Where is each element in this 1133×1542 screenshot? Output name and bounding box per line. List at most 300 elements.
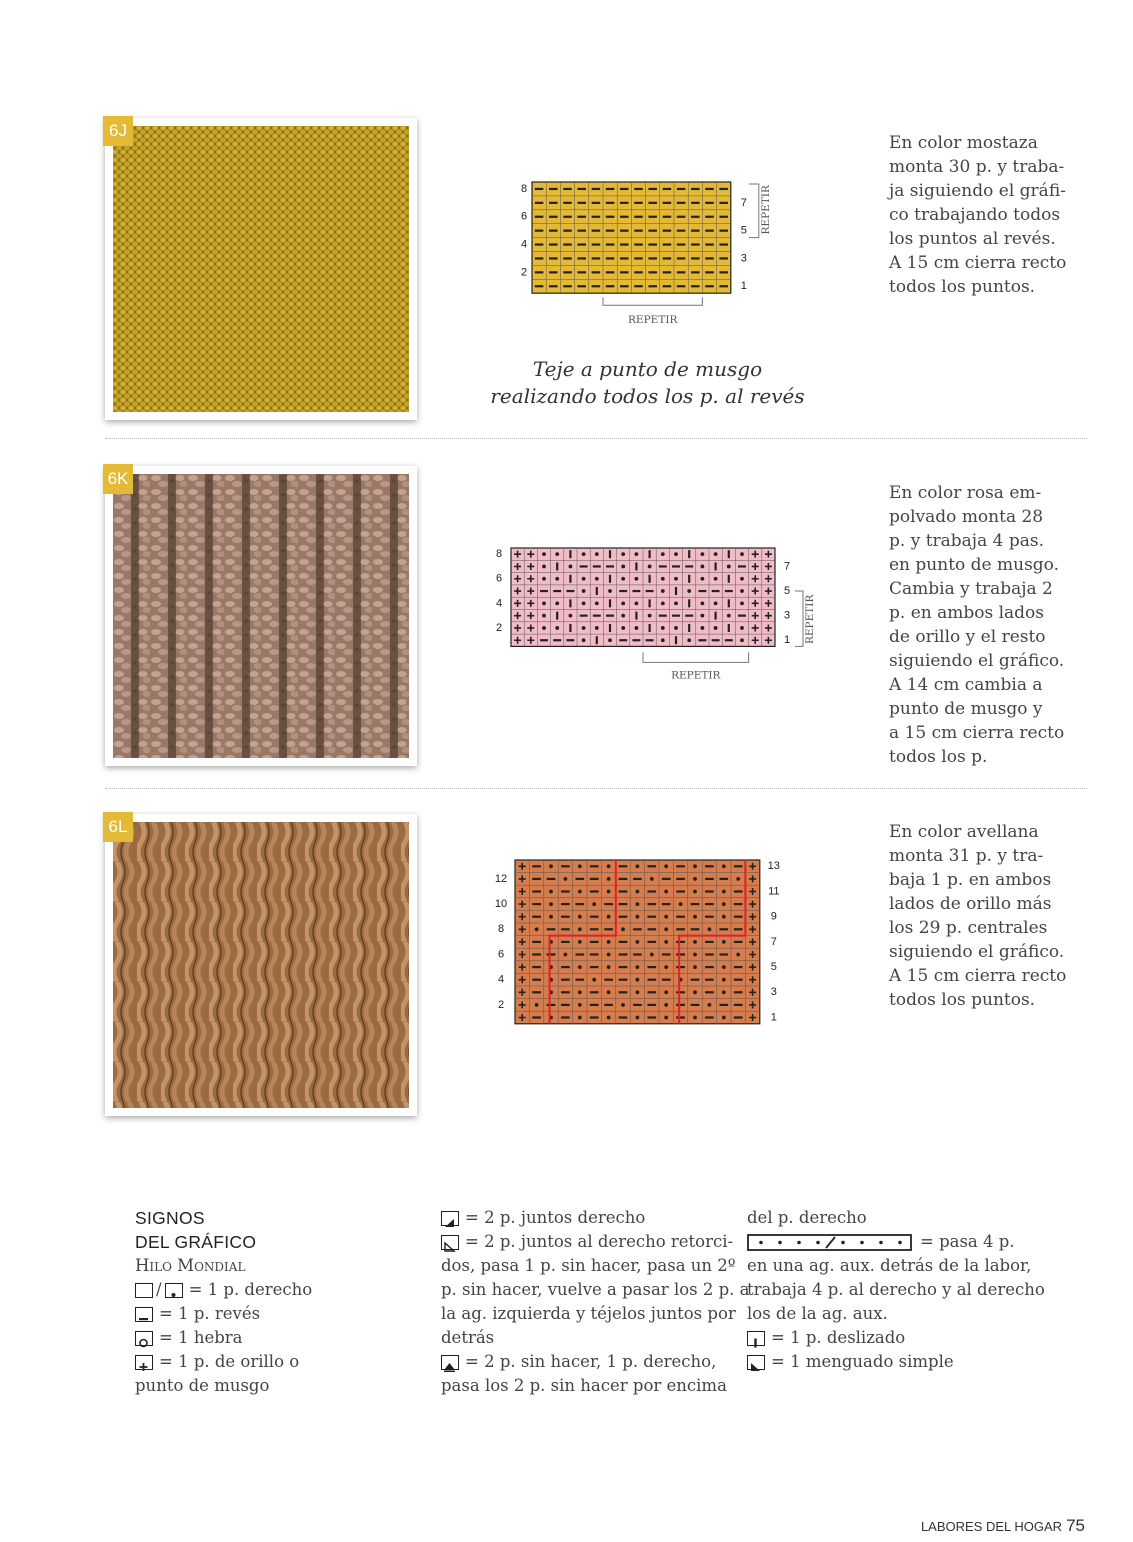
purl-mark [705, 903, 714, 905]
purl-mark [738, 615, 746, 617]
section-divider [105, 438, 1087, 439]
legend-item [441, 1350, 750, 1374]
instruction-line: monta 30 p. y traba- [889, 157, 1065, 177]
purl-mark [705, 230, 714, 232]
row-number: 11 [768, 885, 780, 898]
purl-mark [620, 243, 629, 245]
slip-mark [688, 624, 690, 632]
seed-stitch-texture [113, 126, 409, 412]
purl-mark [676, 1004, 685, 1006]
purl-mark [738, 565, 746, 567]
purl-mark [676, 916, 685, 918]
purl-mark [648, 188, 657, 190]
knit-dot-mark [664, 1003, 668, 1007]
purl-mark [659, 615, 667, 617]
purl-mark [547, 1004, 556, 1006]
legend-text: pasa los 2 p. sin hacer por encima [441, 1376, 727, 1395]
knit-dot-mark [693, 965, 697, 969]
row-number: 7 [770, 935, 777, 948]
purl-mark [535, 188, 544, 190]
purl-mark [705, 216, 714, 218]
knit-dot-mark [549, 902, 553, 906]
legend-text: trabaja 4 p. al derecho y al derecho [747, 1280, 1045, 1299]
row-number: 13 [767, 860, 780, 873]
purl-mark [561, 1016, 570, 1018]
legend-item [135, 1302, 312, 1326]
legend-text: = pasa 4 p. [920, 1232, 1015, 1251]
purl-mark [719, 285, 728, 287]
knit-dot-mark [661, 626, 665, 630]
purl-mark [663, 257, 672, 259]
knit-dot-mark [664, 990, 668, 994]
knit-dot-mark [542, 552, 546, 556]
instruction-line: a 15 cm cierra recto [889, 723, 1065, 743]
row-number: 8 [520, 182, 528, 195]
purl-mark [547, 878, 556, 880]
purl-mark [691, 928, 700, 930]
knit-dot-mark [595, 626, 599, 630]
purl-mark [647, 966, 656, 968]
chart-6l [485, 852, 805, 1032]
slip-mark [635, 562, 637, 570]
knit-dot-mark [636, 915, 640, 919]
knit-stitch-icon [135, 1283, 153, 1298]
knit-dot-mark [701, 626, 705, 630]
row-number: 4 [497, 973, 505, 986]
purl-mark [677, 202, 686, 204]
slip-mark [569, 550, 571, 558]
purl-mark [620, 202, 629, 204]
purl-mark [563, 271, 572, 273]
purl-mark [549, 202, 558, 204]
purl-mark [634, 271, 643, 273]
legend-text: = 1 p. derecho [188, 1280, 313, 1299]
instruction-line: todos los p. [889, 747, 988, 767]
legend-title: DEL GRÁFICO [135, 1232, 257, 1252]
page-number: 75 [1066, 1516, 1085, 1535]
purl-mark [734, 916, 743, 918]
knit-dot-mark [542, 626, 546, 630]
purl-mark [725, 639, 733, 641]
purl-mark [620, 257, 629, 259]
knit-dot-mark [701, 577, 705, 581]
instructions-6k [889, 481, 1064, 769]
ssk-icon [747, 1355, 765, 1370]
purl-mark [659, 565, 667, 567]
purl-mark [634, 257, 643, 259]
slip-mark [649, 550, 651, 558]
legend-item [135, 1350, 312, 1374]
legend-item: / = 1 p. derecho [135, 1278, 312, 1302]
purl-mark [604, 979, 613, 981]
row-number: 6 [520, 210, 528, 223]
knit-dot-mark [636, 1016, 640, 1020]
knit-dot-mark [535, 1003, 539, 1007]
purl-mark [691, 903, 700, 905]
knit-dot-mark [661, 589, 665, 593]
purl-mark [676, 941, 685, 943]
knit-dot-mark [722, 890, 726, 894]
purl-mark [677, 257, 686, 259]
row-number: 5 [770, 961, 777, 974]
knit-dot-mark [564, 953, 568, 957]
knit-dot-mark [693, 864, 697, 868]
legend-item [747, 1350, 1045, 1374]
purl-mark [535, 243, 544, 245]
purl-mark [532, 953, 541, 955]
knit-dot-mark [722, 1016, 726, 1020]
row-number: 1 [783, 634, 791, 647]
knit-dot-mark [636, 864, 640, 868]
purl-mark [549, 216, 558, 218]
purl-mark [691, 271, 700, 273]
purl-mark [606, 202, 615, 204]
purl-mark [563, 216, 572, 218]
knit-dot-mark [555, 626, 559, 630]
purl-mark [633, 878, 642, 880]
purl-mark [648, 216, 657, 218]
purl-mark [606, 188, 615, 190]
knit-dot-mark [582, 626, 586, 630]
knit-dot-mark [607, 864, 611, 868]
purl-mark [634, 216, 643, 218]
slip-mark [728, 599, 730, 607]
knit-dot-mark [679, 902, 683, 906]
purl-mark [577, 271, 586, 273]
purl-mark [725, 590, 733, 592]
knit-dot-mark [595, 601, 599, 605]
knit-dot-mark [608, 589, 612, 593]
instruction-line: En color mostaza [889, 133, 1038, 153]
knit-dot-mark [664, 915, 668, 919]
knit-dot-mark [701, 601, 705, 605]
instructions-6j [889, 131, 1066, 299]
purl-mark [705, 243, 714, 245]
purl-mark [619, 991, 628, 993]
purl-mark [676, 1016, 685, 1018]
purl-mark [590, 1016, 599, 1018]
purl-mark [540, 639, 548, 641]
purl-mark [648, 230, 657, 232]
chart-6k [485, 540, 845, 690]
purl-mark [677, 285, 686, 287]
purl-mark [592, 271, 601, 273]
row-number: 3 [770, 986, 777, 999]
purl-mark [734, 941, 743, 943]
instruction-line: los 29 p. centrales [889, 918, 1048, 938]
knit-dot-mark [701, 614, 705, 618]
instruction-line: monta 31 p. y tra- [889, 846, 1044, 866]
row-number: 6 [497, 948, 505, 961]
instruction-line: siguiendo el gráfico. [889, 651, 1065, 671]
knit-dot-mark [595, 552, 599, 556]
knit-dot-mark [578, 1003, 582, 1007]
purl-mark [705, 285, 714, 287]
instruction-line: co trabajando todos [889, 205, 1061, 225]
purl-mark [547, 928, 556, 930]
legend-text: la ag. izquierda y téjelos juntos por [441, 1304, 736, 1323]
slip-mark [609, 550, 611, 558]
purl-mark [705, 257, 714, 259]
knit-dot-mark [708, 1003, 712, 1007]
purl-mark [676, 928, 685, 930]
purl-mark [606, 216, 615, 218]
purl-mark [632, 590, 640, 592]
purl-mark [719, 271, 728, 273]
purl-mark [647, 890, 656, 892]
knit-dot-mark [636, 940, 640, 944]
purl-mark [633, 1004, 642, 1006]
slip-mark [675, 587, 677, 595]
knit-dot-mark [727, 565, 731, 569]
purl-mark [535, 202, 544, 204]
purl-mark [662, 979, 671, 981]
instruction-line: En color rosa em- [889, 483, 1042, 503]
purl-mark [590, 865, 599, 867]
legend-item [747, 1230, 1045, 1254]
row-number: 4 [495, 597, 503, 610]
knit-dot-mark [621, 927, 625, 931]
row-number: 2 [520, 266, 528, 279]
knit-dot-mark [578, 965, 582, 969]
purl-mark [592, 202, 601, 204]
knit-dot-mark [621, 614, 625, 618]
purl-mark [577, 285, 586, 287]
purl-mark [606, 257, 615, 259]
instruction-line: polvado monta 28 [889, 507, 1044, 527]
purl-mark [606, 243, 615, 245]
knit-dot-mark [592, 978, 596, 982]
purl-mark [705, 941, 714, 943]
knit-dot-mark [714, 601, 718, 605]
instruction-line: baja 1 p. en ambos [889, 870, 1052, 890]
instruction-line: todos los puntos. [889, 990, 1036, 1010]
slip-mark [715, 562, 717, 570]
purl-mark [663, 285, 672, 287]
knit-dot-mark [693, 940, 697, 944]
purl-mark [734, 979, 743, 981]
purl-mark [677, 188, 686, 190]
purl-mark [705, 878, 714, 880]
purl-mark [705, 890, 714, 892]
purl-mark [634, 285, 643, 287]
purl-mark [590, 966, 599, 968]
purl-mark [593, 615, 601, 617]
purl-mark [532, 1016, 541, 1018]
instruction-line: En color avellana [889, 822, 1039, 842]
purl-mark [619, 590, 627, 592]
purl-mark [646, 639, 654, 641]
k2tog-tbl-icon [441, 1235, 459, 1250]
purl-mark [577, 188, 586, 190]
purl-mark [561, 966, 570, 968]
knit-dot-mark [701, 552, 705, 556]
knit-dot-mark [607, 877, 611, 881]
purl-mark [647, 1016, 656, 1018]
knit-dot-mark [740, 638, 744, 642]
purl-mark [620, 230, 629, 232]
slip-mark [596, 587, 598, 595]
knit-dot-mark [542, 601, 546, 605]
knit-dot-mark [650, 953, 654, 957]
purl-mark [593, 565, 601, 567]
purl-mark [532, 878, 541, 880]
knit-dot-mark [635, 552, 639, 556]
purl-mark [719, 257, 728, 259]
instructions-6l [889, 820, 1066, 1012]
swatch-photo-6k [105, 466, 417, 766]
purl-mark [561, 1004, 570, 1006]
purl-mark [648, 271, 657, 273]
purl-mark [734, 1004, 743, 1006]
section-tag: 6J [103, 116, 133, 146]
purl-mark [563, 243, 572, 245]
legend-item [747, 1326, 1045, 1350]
knit-dot-mark [661, 601, 665, 605]
purl-mark [677, 271, 686, 273]
knit-dot-mark [674, 577, 678, 581]
knit-dot-mark [621, 1003, 625, 1007]
purl-mark [547, 953, 556, 955]
knit-dot-mark [578, 864, 582, 868]
purl-mark [685, 565, 693, 567]
knit-dot-mark [693, 1016, 697, 1020]
purl-mark [677, 216, 686, 218]
slip-mark [649, 599, 651, 607]
knit-dot-mark [621, 577, 625, 581]
purl-mark [561, 865, 570, 867]
purl-mark [632, 639, 640, 641]
purl-mark [566, 639, 574, 641]
knit-dot-mark [549, 915, 553, 919]
row-number: 7 [783, 560, 791, 573]
wave-stitch-texture [113, 822, 409, 1108]
knit-dot-mark [693, 890, 697, 894]
knit-dot-mark [674, 626, 678, 630]
knit-dot-mark [549, 890, 553, 894]
purl-mark [561, 928, 570, 930]
legend-text: del p. derecho [747, 1208, 867, 1227]
knit-dot-mark [736, 953, 740, 957]
knit-dot-mark [542, 565, 546, 569]
purl-mark [575, 903, 584, 905]
side-repeat-label: REPETIR [759, 185, 772, 235]
purl-mark [532, 941, 541, 943]
purl-mark [532, 865, 541, 867]
purl-mark [549, 230, 558, 232]
slip-mark [649, 575, 651, 583]
knit-dot-mark [607, 990, 611, 994]
purl-mark [575, 953, 584, 955]
knit-dot-mark [661, 638, 665, 642]
legend-item [135, 1326, 312, 1350]
purl-mark [561, 903, 570, 905]
knit-dot-mark [722, 965, 726, 969]
edge-stitch-icon [135, 1355, 153, 1370]
row-number: 8 [495, 548, 503, 561]
purl-mark [619, 953, 628, 955]
knit-dot-mark [635, 577, 639, 581]
knit-dot-mark [693, 877, 697, 881]
row-number: 3 [783, 609, 791, 622]
purl-mark [532, 979, 541, 981]
purl-mark [734, 966, 743, 968]
knit-dot-mark [635, 626, 639, 630]
purl-mark [705, 991, 714, 993]
row-number: 2 [497, 998, 505, 1011]
instruction-line: Cambia y trabaja 2 [889, 579, 1053, 599]
slip-mark [609, 624, 611, 632]
purl-mark [647, 941, 656, 943]
purl-mark [619, 865, 628, 867]
purl-mark [719, 953, 728, 955]
purl-mark [606, 615, 614, 617]
purl-mark [563, 202, 572, 204]
purl-mark [553, 590, 561, 592]
knit-dot-mark [608, 638, 612, 642]
instruction-line: los puntos al revés. [889, 229, 1056, 249]
row-number: 10 [494, 898, 508, 911]
purl-mark [634, 243, 643, 245]
legend-text: = 1 p. de orillo o [159, 1352, 300, 1371]
purl-mark [705, 202, 714, 204]
purl-mark [590, 1004, 599, 1006]
knit-dot-mark [661, 552, 665, 556]
purl-mark [648, 202, 657, 204]
knit-dot-mark [687, 638, 691, 642]
knit-dot-mark [607, 890, 611, 894]
section-tag: 6L [103, 812, 133, 842]
section-tag: 6K [103, 464, 133, 494]
purl-mark [561, 916, 570, 918]
knit-dot-mark [708, 927, 712, 931]
knit-dot-mark [607, 965, 611, 969]
purl-mark [663, 202, 672, 204]
purl-mark [604, 928, 613, 930]
purl-mark [705, 966, 714, 968]
knit-dot-mark [555, 552, 559, 556]
purl-mark [677, 243, 686, 245]
purl-mark [705, 1016, 714, 1018]
purl-mark [677, 230, 686, 232]
purl-mark [719, 188, 728, 190]
purl-mark [604, 1004, 613, 1006]
knit-dot-mark [555, 601, 559, 605]
legend-text: = 1 p. deslizado [771, 1328, 906, 1347]
purl-mark [719, 928, 728, 930]
purl-mark [590, 928, 599, 930]
knit-dot-mark [740, 552, 744, 556]
knit-dot-mark [582, 589, 586, 593]
purl-mark [619, 916, 628, 918]
purl-mark [561, 890, 570, 892]
row-number: 5 [783, 584, 791, 597]
purl-mark [633, 953, 642, 955]
knit-dot-mark [722, 990, 726, 994]
purl-mark [590, 953, 599, 955]
row-number: 1 [770, 1011, 777, 1024]
knit-dot-mark [555, 577, 559, 581]
legend-item [441, 1230, 750, 1254]
knit-dot-mark [636, 978, 640, 982]
instruction-line: ja siguiendo el gráfi- [889, 181, 1066, 201]
knit-dot-mark [621, 552, 625, 556]
knit-dot-mark [693, 953, 697, 957]
purl-mark [734, 928, 743, 930]
purl-mark [662, 903, 671, 905]
knit-dot-mark [740, 577, 744, 581]
slip-mark [556, 612, 558, 620]
